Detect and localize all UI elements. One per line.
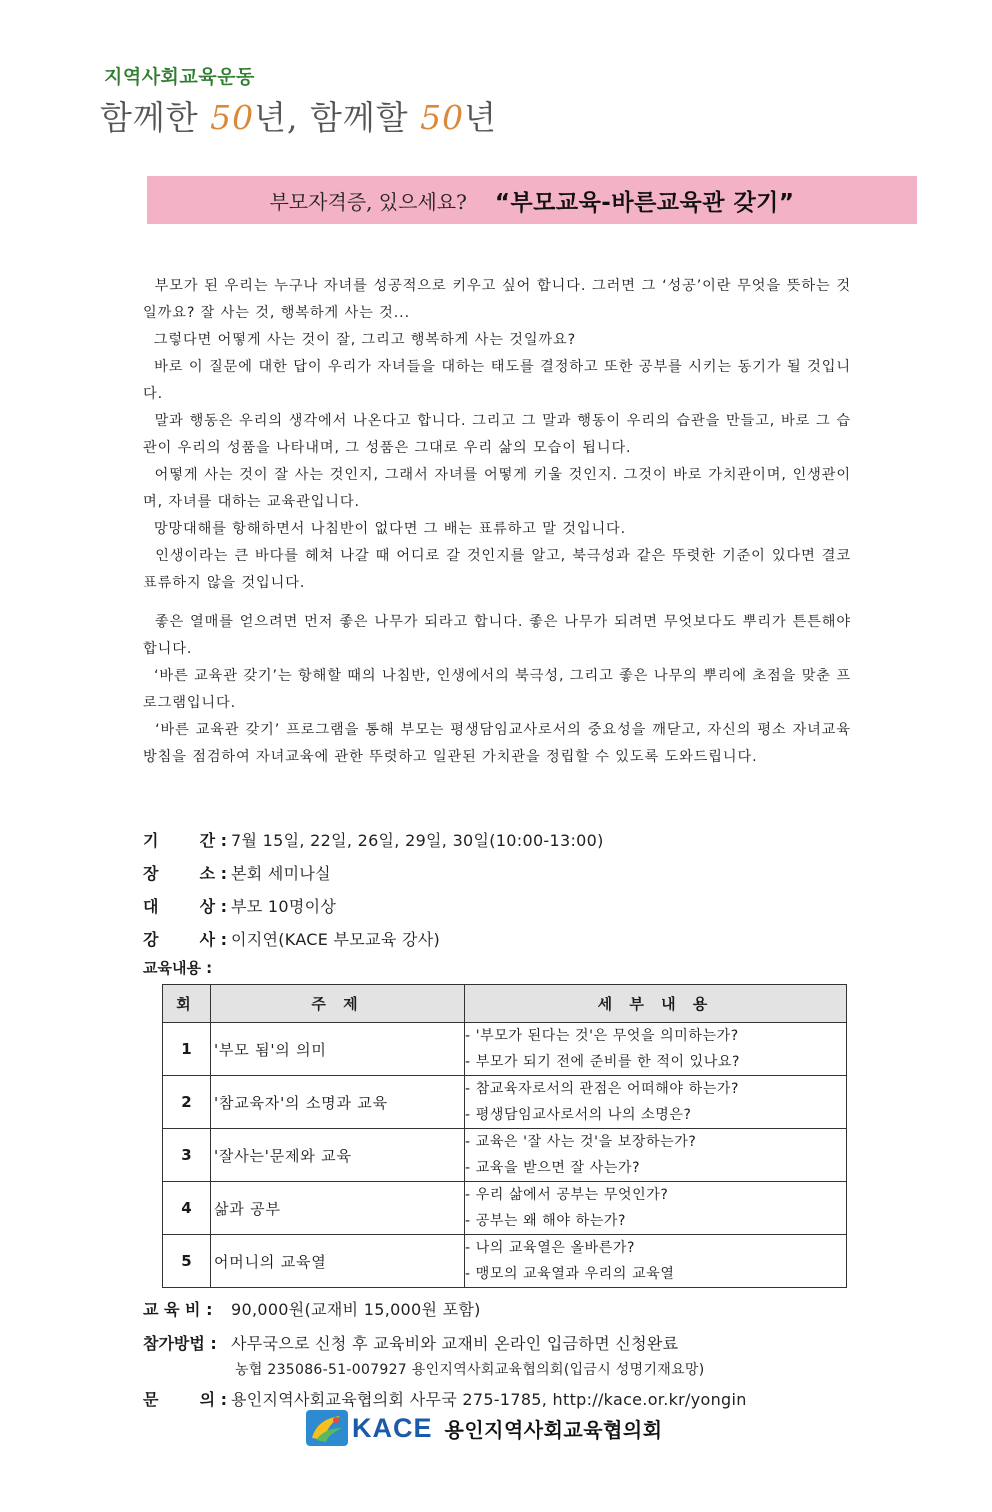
- body-text: [143, 273, 851, 771]
- title-banner: [147, 176, 917, 224]
- contact-value[interactable]: 용인지역사회교육협의회 사무국 275-1785, http://kace.or.kr/yongin: [231, 1389, 747, 1409]
- table-row: [163, 1023, 847, 1076]
- session-details: - 우리 삶에서 공부는 무엇인가? - 공부는 왜 해야 하는가?: [465, 1182, 847, 1235]
- contact-label: 의 :: [199, 1389, 227, 1409]
- fee-row: [143, 1293, 923, 1323]
- info-lecturer: [143, 922, 863, 955]
- session-topic: '부모 됨'의 의미: [211, 1023, 465, 1076]
- info-label: 기: [143, 831, 159, 850]
- fee-label: 교 육 비 :: [143, 1299, 213, 1319]
- session-number: 3: [163, 1129, 211, 1182]
- info-target-value: 부모 10명이상: [231, 897, 337, 916]
- info-label: 강: [143, 930, 159, 949]
- schedule-table: [162, 984, 847, 1288]
- contact-label: 문: [143, 1389, 159, 1409]
- info-period-value: 7월 15일, 22일, 26일, 29일, 30일(10:00-13:00): [231, 831, 604, 850]
- kace-logo-icon: [306, 1410, 348, 1446]
- paragraph: ‘바른 교육관 갖기’ 프로그램을 통해 부모는 평생담임교사로서의 중요성을 깨닫고, 자신의 평소 자녀교육 방침을 점검하여 자녀교육에 관한 뚜렷하고 일관된 가치관을 정립할 수 있도록 도와드립니다.: [143, 722, 852, 765]
- method-label: 참가방법 :: [143, 1333, 217, 1353]
- bank-account: 농협 235086-51-007927 용인지역사회교육협의회(입금시 성명기재요망): [235, 1362, 705, 1378]
- session-number: 4: [163, 1182, 211, 1235]
- contact-row: [143, 1383, 923, 1413]
- info-label: 장: [143, 864, 159, 883]
- table-row: [163, 1129, 847, 1182]
- title-question: 부모자격증, 있으세요?: [269, 189, 467, 214]
- paragraph: 어떻게 사는 것이 잘 사는 것인지, 그래서 자녀를 어떻게 키울 것인지. 그것이 바로 가치관이며, 인생관이며, 자녀를 대하는 교육관입니다.: [143, 467, 851, 510]
- paragraph: 말과 행동은 우리의 생각에서 나온다고 합니다. 그리고 그 말과 행동이 우리의 습관을 만들고, 바로 그 습관이 우리의 성품을 나타내며, 그 성품은 그대로 우리 삶의 모습이 됩니다.: [143, 413, 851, 456]
- paragraph: 바로 이 질문에 대한 답이 우리가 자녀들을 대하는 태도를 결정하고 또한 공부를 시키는 동기가 될 것입니다.: [143, 359, 851, 402]
- slogan-part: 년: [464, 98, 497, 137]
- slogan-accent: 50: [210, 98, 255, 137]
- table-row: [163, 1076, 847, 1129]
- page-title: “부모교육-바른교육관 갖기”: [494, 189, 795, 216]
- session-details: - 교육은 '잘 사는 것'을 보장하는가? - 교육을 받으면 잘 사는가?: [465, 1129, 847, 1182]
- info-lecturer-value: 이지연(KACE 부모교육 강사): [231, 930, 441, 949]
- paragraph: 망망대해를 항해하면서 나침반이 없다면 그 배는 표류하고 말 것입니다.: [153, 521, 627, 537]
- info-label: 사 :: [199, 930, 227, 949]
- program-info: [143, 823, 863, 955]
- session-number: 2: [163, 1076, 211, 1129]
- slogan-accent: 50: [420, 98, 465, 137]
- session-topic: '잘사는'문제와 교육: [211, 1129, 465, 1182]
- slogan-part: 년, 함께할: [254, 98, 421, 137]
- paragraph: ‘바른 교육관 갖기’는 항해할 때의 나침반, 인생에서의 북극성, 그리고 좋은 나무의 뿌리에 초점을 맞춘 프로그램입니다.: [143, 668, 851, 711]
- fee-value: 90,000원(교재비 15,000원 포함): [231, 1299, 481, 1319]
- info-label: 대: [143, 897, 159, 916]
- paragraph: 좋은 열매를 얻으려면 먼저 좋은 나무가 되라고 합니다. 좋은 나무가 되려면 무엇보다도 뿌리가 튼튼해야 합니다.: [143, 614, 851, 657]
- method-value: 사무국으로 신청 후 교육비와 교재비 온라인 입금하면 신청완료: [231, 1333, 679, 1353]
- header-subtitle: 지역사회교육운동: [104, 66, 255, 88]
- session-number: 5: [163, 1235, 211, 1288]
- table-row: [163, 1235, 847, 1288]
- session-topic: 어머니의 교육열: [211, 1235, 465, 1288]
- header-slogan: [100, 92, 497, 139]
- logo-text: KACE: [352, 1412, 433, 1443]
- info-label: 상 :: [199, 897, 227, 916]
- info-place: [143, 856, 863, 889]
- column-header: 회: [163, 985, 211, 1023]
- paragraph: 부모가 된 우리는 누구나 자녀를 성공적으로 키우고 싶어 합니다. 그러면 그 ‘성공’이란 무엇을 뜻하는 것일까요? 잘 사는 것, 행복하게 사는 것...: [143, 278, 851, 321]
- session-details: - 참교육자로서의 관점은 어떠해야 하는가? - 평생담임교사로서의 나의 소명은?: [465, 1076, 847, 1129]
- method-row: [143, 1327, 923, 1357]
- info-label: 소 :: [199, 864, 227, 883]
- session-topic: 삶과 공부: [211, 1182, 465, 1235]
- info-period: [143, 823, 863, 856]
- info-target: [143, 889, 863, 922]
- session-details: - '부모가 된다는 것'은 무엇을 의미하는가? - 부모가 되기 전에 준비를 한 적이 있나요?: [465, 1023, 847, 1076]
- session-details: - 나의 교육열은 올바른가? - 맹모의 교육열과 우리의 교육열: [465, 1235, 847, 1288]
- footer-logo: [306, 1410, 663, 1446]
- column-header: 세 부 내 용: [465, 985, 847, 1023]
- content-label: 교육내용 :: [143, 959, 213, 977]
- column-header: 주 제: [211, 985, 465, 1023]
- info-place-value: 본회 세미나실: [231, 864, 331, 883]
- enrollment-info: [143, 1293, 923, 1413]
- paragraph: 그렇다면 어떻게 사는 것이 잘, 그리고 행복하게 사는 것일까요?: [153, 332, 577, 348]
- organization-name: 용인지역사회교육협의회: [444, 1417, 663, 1442]
- session-topic: '참교육자'의 소명과 교육: [211, 1076, 465, 1129]
- table-header-row: [163, 985, 847, 1023]
- table-row: [163, 1182, 847, 1235]
- paragraph: 인생이라는 큰 바다를 헤쳐 나갈 때 어디로 갈 것인지를 알고, 북극성과 같은 뚜렷한 기준이 있다면 결코 표류하지 않을 것입니다.: [143, 548, 851, 591]
- info-label: 간 :: [199, 831, 227, 850]
- session-number: 1: [163, 1023, 211, 1076]
- slogan-part: 함께한: [100, 98, 211, 137]
